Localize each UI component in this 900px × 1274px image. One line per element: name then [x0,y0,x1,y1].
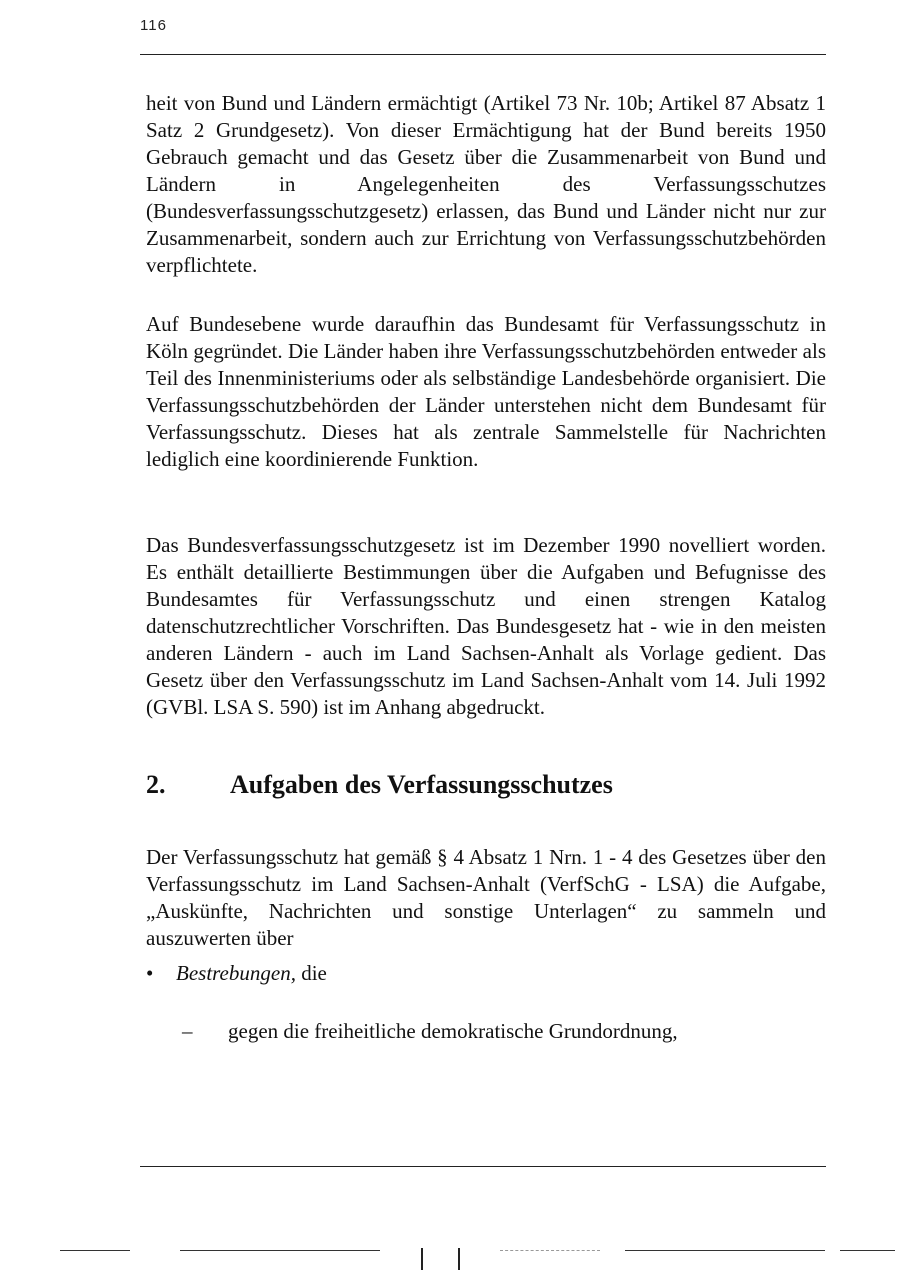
header-rule [140,54,826,55]
section-title: Aufgaben des Verfassungsschutzes [230,770,613,799]
dash-marker: – [182,1019,193,1043]
footer-rule [140,1166,826,1167]
bullet-term: Bestrebungen, [176,961,296,985]
paragraph-4: Der Verfassungsschutz hat gemäß § 4 Absatz 1 Nrn. 1 - 4 des Gesetzes über den Verfassungsschutz im Land Sachsen-Anhalt (VerfSchG - LSA) die Aufgabe, „Auskünfte, Nachrichten und sonstige Unterlagen“ zu sammeln und auszuwerten über [146,845,826,950]
dash-text: gegen die freiheitliche demokratische Grundordnung, [228,1019,678,1043]
scan-tick [421,1248,423,1270]
paragraph-2: Auf Bundesebene wurde daraufhin das Bundesamt für Verfassungsschutz in Köln gegründet. Die Länder haben ihre Verfassungsschutzbehörden entweder als Teil des Innenministeriums oder als selbständige Landesbehörde organisiert. Die Verfassungsschutzbehörden der Länder unterstehen nicht dem Bundesamt für Verfassungsschutz. Dieses hat als zentrale Sammelstelle für Nachrichten lediglich eine koordinierende Funktion. [146,312,826,471]
section-number: 2. [146,770,166,799]
paragraph-1: heit von Bund und Ländern ermächtigt (Artikel 73 Nr. 10b; Artikel 87 Absatz 1 Satz 2 Grundgesetz). Von dieser Ermächtigung hat der Bund bereits 1950 Gebrauch gemacht und das Gesetz über die Zusammenarbeit von Bund und Ländern in Angelegenheiten des Verfassungsschutzes (Bundesverfassungsschutzgesetz) erlassen, das Bund und Länder nicht nur zur Zusammenarbeit, sondern auch zur Errichtung von Verfassungsschutzbehörden verpflichtete. [146,91,826,277]
scan-tick [458,1248,460,1270]
bullet-marker: • [146,961,154,985]
scan-line [625,1250,825,1251]
bullet-text [176,960,327,987]
page-number: 116 [140,17,167,34]
section-heading [146,769,613,801]
scan-line [840,1250,895,1251]
scan-line [180,1250,380,1251]
bullet-rest: die [295,961,327,985]
scan-line [500,1250,600,1251]
paragraph-3: Das Bundesverfassungsschutzgesetz ist im Dezember 1990 novelliert worden. Es enthält detaillierte Bestimmungen über die Aufgaben und Befugnisse des Bundesamtes für Verfassungsschutz und einen strengen Katalog datenschutzrechtlicher Vorschriften. Das Bundesgesetz hat - wie in den meisten anderen Ländern - auch im Land Sachsen-Anhalt als Vorlage gedient. Das Gesetz über den Verfassungsschutz im Land Sachsen-Anhalt vom 14. Juli 1992 (GVBl. LSA S. 590) ist im Anhang abgedruckt. [146,533,826,719]
scan-line [60,1250,130,1251]
